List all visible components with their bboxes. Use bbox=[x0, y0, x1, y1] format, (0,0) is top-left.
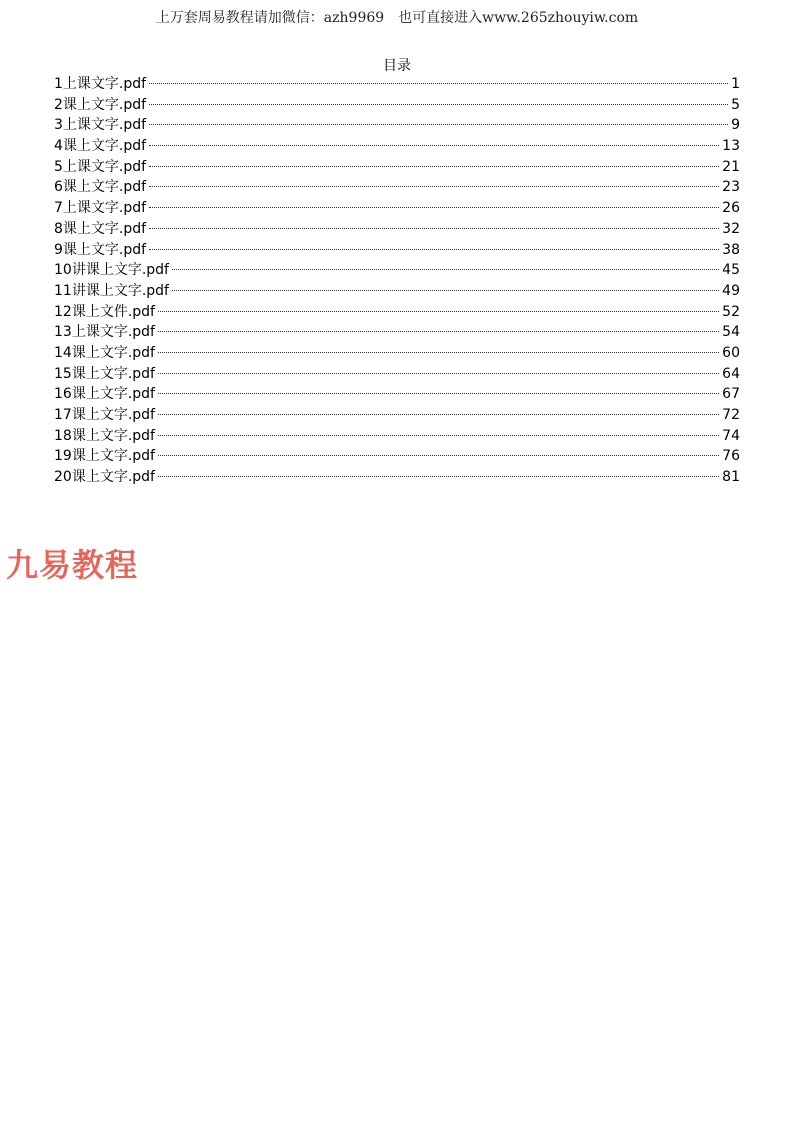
toc-entry-page-number: 13 bbox=[722, 138, 740, 155]
toc-dot-leader bbox=[149, 145, 719, 146]
toc-entry-page-number: 72 bbox=[722, 407, 740, 423]
toc-entry-page-number: 60 bbox=[722, 344, 740, 361]
toc-entry[interactable] bbox=[54, 405, 740, 426]
toc-dot-leader bbox=[158, 455, 719, 456]
toc-dot-leader bbox=[172, 290, 719, 291]
toc-dot-leader bbox=[158, 352, 719, 353]
toc-entry[interactable] bbox=[54, 343, 740, 364]
toc-entry-page-number: 54 bbox=[722, 324, 740, 341]
toc-entry-page-number: 38 bbox=[722, 241, 740, 258]
toc-entry-label: 17课上文字.pdf bbox=[54, 407, 155, 423]
toc-entry[interactable] bbox=[54, 136, 740, 157]
toc-entry[interactable] bbox=[54, 446, 740, 467]
toc-entry-label: 11讲课上文字.pdf bbox=[54, 282, 169, 299]
toc-entry-label: 18课上文字.pdf bbox=[54, 427, 155, 444]
toc-dot-leader bbox=[149, 166, 719, 167]
toc-entry-page-number: 5 bbox=[731, 96, 740, 113]
toc-entry-label: 14课上文字.pdf bbox=[54, 344, 155, 361]
toc-dot-leader bbox=[158, 373, 719, 374]
toc-entry[interactable] bbox=[54, 426, 740, 447]
toc-dot-leader bbox=[149, 83, 728, 84]
toc-entry-label: 13上课文字.pdf bbox=[54, 324, 155, 341]
toc-entry[interactable] bbox=[54, 219, 740, 240]
toc-entry-page-number: 64 bbox=[722, 365, 740, 382]
watermark-logo: 九易教程 bbox=[6, 546, 139, 584]
toc-entry[interactable] bbox=[54, 364, 740, 385]
toc-entry-page-number: 81 bbox=[722, 469, 740, 486]
toc-entry[interactable] bbox=[54, 322, 740, 343]
toc-entry[interactable] bbox=[54, 281, 740, 302]
toc-entry-label: 1上课文字.pdf bbox=[54, 76, 147, 92]
toc-dot-leader bbox=[149, 104, 728, 105]
toc-entry[interactable] bbox=[54, 302, 740, 323]
toc-dot-leader bbox=[158, 414, 719, 415]
toc-entry-label: 4课上文字.pdf bbox=[54, 138, 147, 155]
toc-entry-label: 12课上文件.pdf bbox=[54, 303, 155, 320]
toc-entry-label: 7上课文字.pdf bbox=[54, 200, 147, 217]
toc-entry-label: 6课上文字.pdf bbox=[54, 179, 147, 196]
toc-dot-leader bbox=[149, 249, 719, 250]
page-header-text: 上万套周易教程请加微信：azh9969 也可直接进入www.265zhouyiw.com bbox=[155, 10, 639, 26]
toc-entry-page-number: 32 bbox=[722, 220, 740, 237]
toc-entry[interactable] bbox=[54, 115, 740, 136]
toc-entry-label: 16课上文字.pdf bbox=[54, 386, 155, 403]
toc-entry-label: 10讲课上文字.pdf bbox=[54, 262, 169, 279]
toc-entry-page-number: 76 bbox=[722, 448, 740, 465]
toc-dot-leader bbox=[149, 124, 728, 125]
toc-dot-leader bbox=[149, 228, 719, 229]
toc-dot-leader bbox=[158, 435, 719, 436]
toc-entry-label: 5上课文字.pdf bbox=[54, 158, 147, 175]
toc-entry[interactable] bbox=[54, 198, 740, 219]
toc-entry[interactable] bbox=[54, 260, 740, 281]
toc-entry-label: 15课上文字.pdf bbox=[54, 365, 155, 382]
toc-entry-page-number: 45 bbox=[722, 262, 740, 279]
toc-entry[interactable] bbox=[54, 95, 740, 116]
toc-entry-page-number: 21 bbox=[722, 158, 740, 175]
toc-entry-page-number: 52 bbox=[722, 303, 740, 320]
toc-dot-leader bbox=[158, 393, 719, 394]
toc-dot-leader bbox=[149, 186, 719, 187]
toc-entry[interactable] bbox=[54, 74, 740, 95]
toc-entry-page-number: 1 bbox=[731, 76, 740, 92]
toc-entry[interactable] bbox=[54, 240, 740, 261]
toc-list bbox=[54, 74, 740, 488]
toc-entry[interactable] bbox=[54, 177, 740, 198]
toc-entry-page-number: 67 bbox=[722, 386, 740, 403]
toc-dot-leader bbox=[158, 311, 719, 312]
toc-dot-leader bbox=[158, 476, 719, 477]
toc-entry-label: 20课上文字.pdf bbox=[54, 469, 155, 486]
toc-entry-page-number: 23 bbox=[722, 179, 740, 196]
toc-entry-page-number: 26 bbox=[722, 200, 740, 217]
toc-entry[interactable] bbox=[54, 384, 740, 405]
toc-entry-label: 9课上文字.pdf bbox=[54, 241, 147, 258]
toc-entry[interactable] bbox=[54, 467, 740, 488]
toc-entry-label: 19课上文字.pdf bbox=[54, 448, 155, 465]
toc-dot-leader bbox=[149, 207, 719, 208]
toc-entry-page-number: 9 bbox=[731, 117, 740, 134]
toc-dot-leader bbox=[158, 331, 719, 332]
toc-title: 目录 bbox=[383, 58, 411, 74]
toc-entry-label: 3上课文字.pdf bbox=[54, 117, 147, 134]
toc-entry-label: 2课上文字.pdf bbox=[54, 96, 147, 113]
toc-entry-page-number: 49 bbox=[722, 282, 740, 299]
toc-dot-leader bbox=[172, 269, 719, 270]
toc-entry-label: 8课上文字.pdf bbox=[54, 220, 147, 237]
toc-entry[interactable] bbox=[54, 157, 740, 178]
toc-entry-page-number: 74 bbox=[722, 427, 740, 444]
